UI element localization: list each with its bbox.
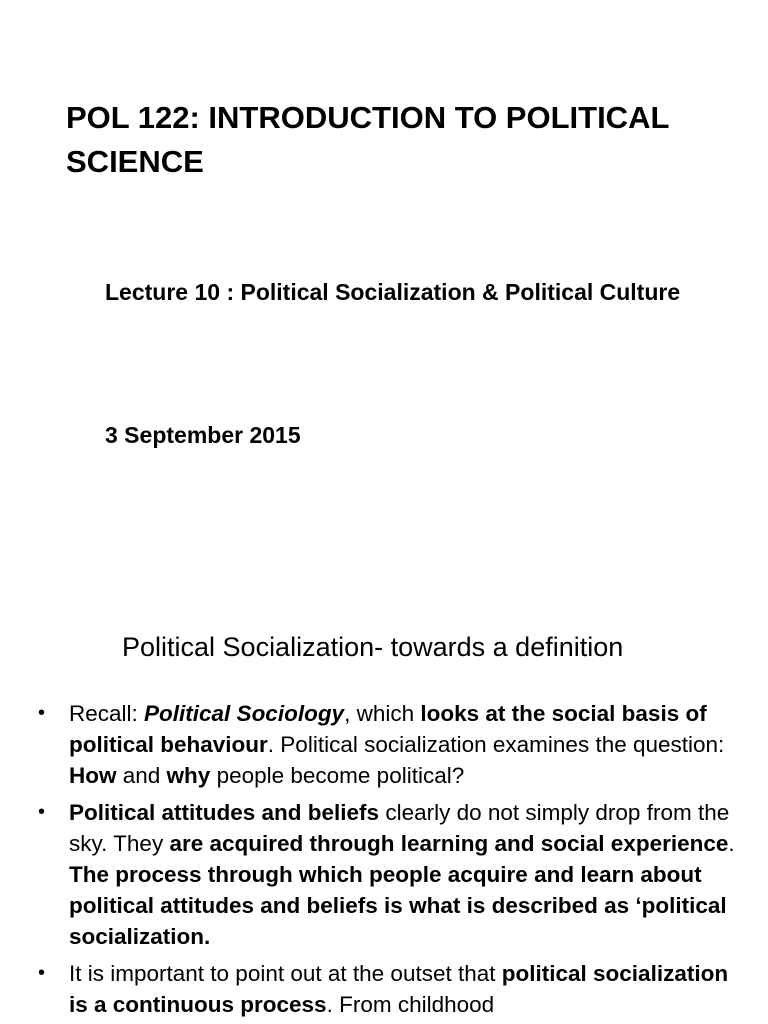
bullet-icon: • — [38, 801, 46, 823]
bullet-text-bold: political socialization is a continuous process — [69, 961, 729, 1017]
bullet-text: people become political? — [210, 763, 465, 788]
bullet-text: . From childhood — [326, 992, 495, 1017]
bullet-text-bold: why — [166, 763, 211, 788]
content-slide — [0, 580, 768, 1024]
bullet-icon: • — [38, 702, 46, 724]
bullet-list — [38, 698, 753, 1024]
lecture-title: Lecture 10 : Political Socialization & Political Culture — [105, 279, 681, 305]
bullet-text-bold-italic: Political Sociology — [144, 701, 345, 726]
bullet-text-bold: are acquired through learning and social experience — [169, 831, 729, 856]
bullet-text: clearly do not simply drop from the sky. They — [69, 800, 730, 856]
bullet-item — [38, 698, 753, 791]
bullet-text: , which — [344, 701, 421, 726]
bullet-item — [38, 958, 753, 1020]
bullet-text-bold: How — [69, 763, 117, 788]
bullet-text: It is important to point out at the outset that — [69, 961, 502, 986]
bullet-text: Recall: — [69, 701, 145, 726]
bullet-text: and — [116, 763, 167, 788]
slide-heading: Political Socialization- towards a definition — [122, 632, 624, 662]
course-title: POL 122: INTRODUCTION TO POLITICAL SCIENCE — [66, 100, 669, 179]
lecture-date: 3 September 2015 — [105, 422, 301, 448]
bullet-text-bold: The process through which people acquire and learn about political attitudes and beliefs is what is described as ‘political socialization. — [69, 862, 727, 949]
bullet-text-bold: Political attitudes and beliefs — [69, 800, 380, 825]
bullet-text-bold: looks at the social basis of political behaviour — [69, 701, 707, 757]
bullet-text: . — [728, 831, 735, 856]
bullet-icon: • — [38, 962, 46, 984]
bullet-item — [38, 797, 753, 952]
bullet-text: . Political socialization examines the question: — [267, 732, 725, 757]
